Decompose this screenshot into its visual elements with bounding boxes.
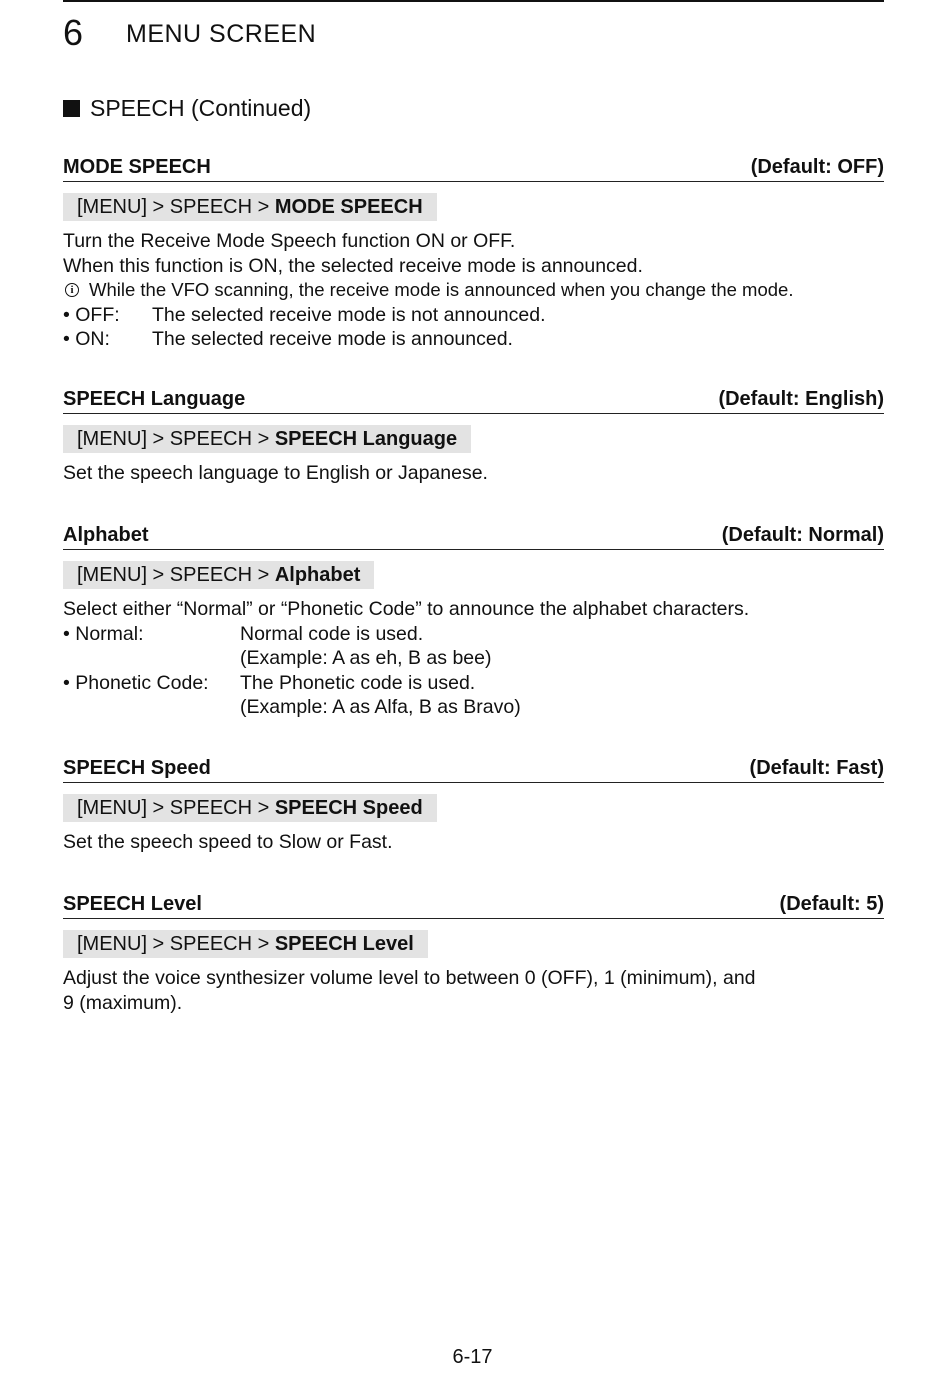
item-title: Alphabet [63, 524, 149, 546]
chapter-title: MENU SCREEN [126, 20, 317, 48]
option-key: • ON: [63, 328, 110, 350]
menu-path [63, 193, 437, 221]
item-default: (Default: Fast) [749, 757, 884, 779]
item-default: (Default: 5) [779, 893, 884, 915]
item-speech-speed [63, 755, 884, 855]
menu-path-prefix: [MENU] > SPEECH > [77, 196, 275, 218]
option-desc: The Phonetic code is used. [240, 671, 476, 694]
item-alphabet [63, 522, 884, 720]
item-default: (Default: OFF) [750, 156, 884, 178]
menu-path-target: SPEECH Speed [274, 797, 423, 819]
item-speech-language [63, 386, 884, 486]
description-line: Set the speech speed to Slow or Fast. [63, 831, 393, 853]
chapter-number: 6 [63, 12, 84, 53]
item-description [63, 597, 884, 720]
option-row [63, 695, 884, 720]
description-line: Turn the Receive Mode Speech function ON or OFF. [63, 230, 516, 252]
menu-path [63, 561, 374, 589]
menu-path-prefix: [MENU] > SPEECH > [77, 933, 275, 955]
menu-path-target: SPEECH Level [274, 933, 414, 955]
menu-path [63, 794, 437, 822]
item-title: SPEECH Speed [63, 757, 211, 779]
option-key: • OFF: [63, 303, 120, 326]
item-speech-level [63, 891, 884, 1015]
info-icon: i [65, 283, 79, 297]
description-line: Adjust the voice synthesizer volume level to between 0 (OFF), 1 (minimum), and [63, 967, 756, 989]
item-header [63, 154, 884, 182]
description-line: When this function is ON, the selected receive mode is announced. [63, 254, 643, 277]
option-row [63, 327, 884, 352]
info-note-text: While the VFO scanning, the receive mode is announced when you change the mode. [89, 279, 794, 300]
info-note [63, 278, 884, 303]
menu-path [63, 930, 428, 958]
menu-path-target: Alphabet [274, 564, 361, 586]
option-desc: The selected receive mode is not announced. [152, 303, 546, 326]
menu-path-prefix: [MENU] > SPEECH > [77, 564, 275, 586]
menu-path-target: SPEECH Language [274, 428, 458, 450]
option-row [63, 671, 884, 696]
menu-path-prefix: [MENU] > SPEECH > [77, 428, 275, 450]
top-rule [63, 0, 884, 2]
menu-path-target: MODE SPEECH [274, 196, 423, 218]
item-description [63, 966, 884, 1015]
item-title: SPEECH Language [63, 388, 246, 410]
menu-path [63, 425, 471, 453]
description-line: Select either “Normal” or “Phonetic Code” to announce the alphabet characters. [63, 598, 750, 620]
item-mode-speech [63, 154, 884, 352]
item-default: (Default: English) [718, 388, 884, 410]
item-header [63, 522, 884, 550]
option-desc: (Example: A as Alfa, B as Bravo) [240, 696, 521, 718]
item-default: (Default: Normal) [721, 524, 884, 546]
item-header [63, 891, 884, 919]
description-line: 9 (maximum). [63, 991, 183, 1014]
item-description [63, 830, 884, 855]
option-desc: The selected receive mode is announced. [152, 328, 513, 350]
item-title: SPEECH Level [63, 893, 202, 915]
description-line: Set the speech language to English or Japanese. [63, 462, 488, 484]
menu-path-prefix: [MENU] > SPEECH > [77, 797, 275, 819]
page-number: 6-17 [452, 1346, 493, 1368]
square-bullet-icon [63, 100, 80, 117]
option-desc: Normal code is used. [240, 622, 424, 645]
option-row [63, 646, 884, 671]
item-header [63, 386, 884, 414]
item-title: MODE SPEECH [63, 156, 211, 178]
item-header [63, 755, 884, 783]
section-title-text: SPEECH (Continued) [90, 95, 312, 121]
item-description [63, 461, 884, 486]
option-row [63, 622, 884, 647]
option-key [63, 695, 240, 720]
option-key: • Phonetic Code: [63, 671, 209, 694]
option-row [63, 303, 884, 328]
option-key: • Normal: [63, 622, 144, 645]
option-key [63, 646, 240, 671]
item-description [63, 229, 884, 352]
section-title [63, 93, 311, 123]
option-desc: (Example: A as eh, B as bee) [240, 647, 492, 669]
